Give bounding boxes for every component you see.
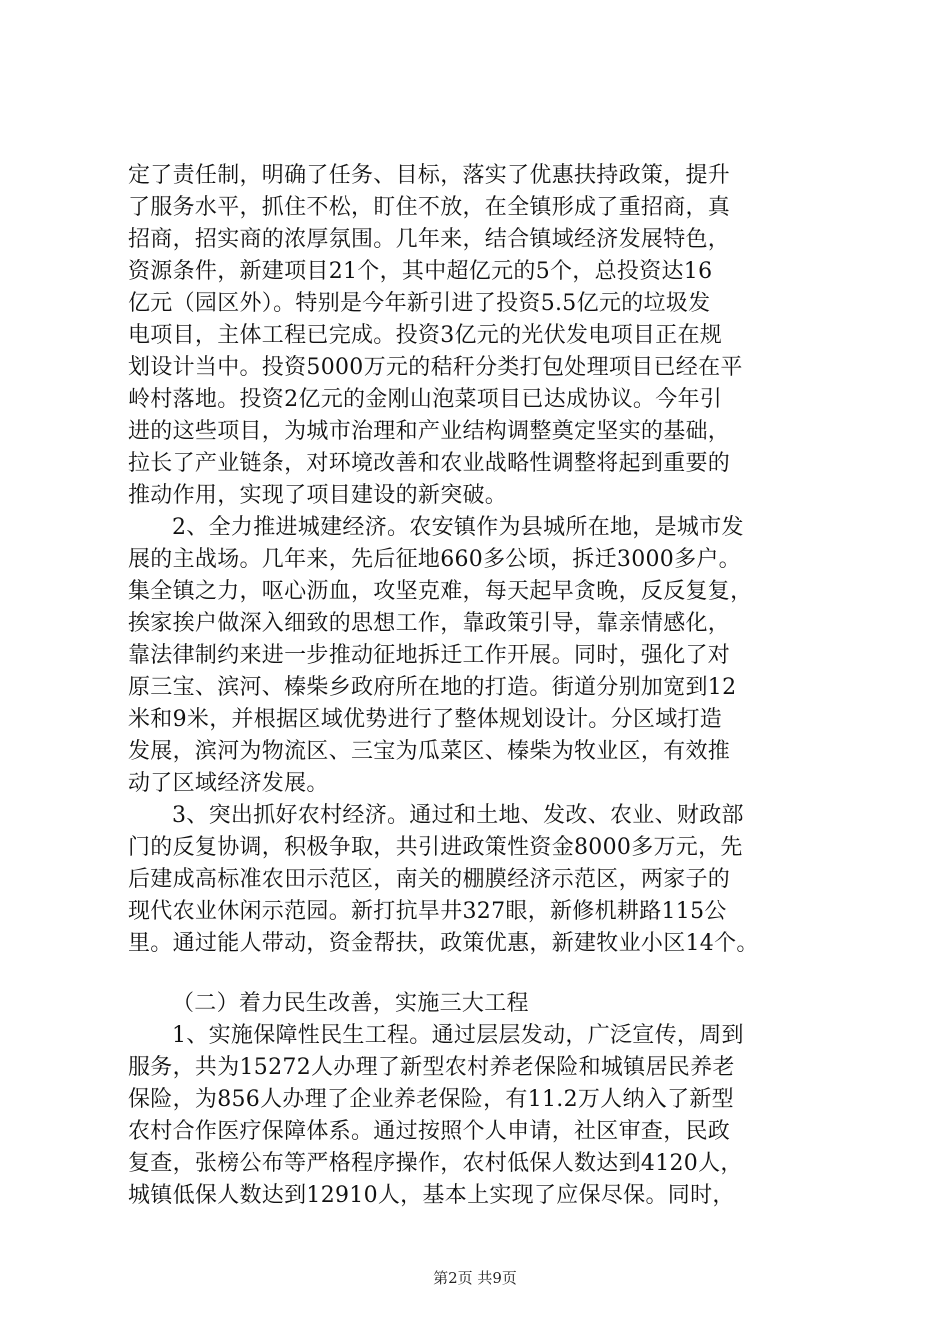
text-line: 集全镇之力，呕心沥血，攻坚克难，每天起早贪晚，反反复复， bbox=[128, 579, 753, 604]
text-line: 招商，招实商的浓厚氛围。几年来，结合镇域经济发展特色， bbox=[128, 227, 731, 252]
text-line: 现代农业休闲示范园。新打抗旱井327眼，新修机耕路115公 bbox=[128, 899, 727, 924]
paragraph-first-line: 2、全力推进城建经济。农安镇作为县城所在地，是城市发 bbox=[172, 515, 744, 540]
text-line: 门的反复协调，积极争取，共引进政策性资金8000多万元，先 bbox=[128, 835, 743, 860]
text-line: 进的这些项目，为城市治理和产业结构调整奠定坚实的基础， bbox=[128, 419, 731, 444]
text-line: 后建成高标准农田示范区，南关的棚膜经济示范区，两家子的 bbox=[128, 867, 731, 892]
text-line: 靠法律制约来进一步推动征地拆迁工作开展。同时，强化了对 bbox=[128, 643, 731, 668]
text-line: 农村合作医疗保障体系。通过按照个人申请，社区审查，民政 bbox=[128, 1119, 731, 1144]
text-line: 展的主战场。几年来，先后征地660多公顷，拆迁3000多户。 bbox=[128, 547, 741, 572]
text-line: 了服务水平，抓住不松，盯住不放，在全镇形成了重招商，真 bbox=[128, 195, 731, 220]
text-line: 推动作用，实现了项目建设的新突破。 bbox=[128, 483, 508, 508]
text-line: 发展，滨河为物流区、三宝为瓜菜区、榛柴为牧业区，有效推 bbox=[128, 739, 731, 764]
text-line: 复查，张榜公布等严格程序操作，农村低保人数达到4120人， bbox=[128, 1151, 743, 1176]
text-line: 定了责任制，明确了任务、目标，落实了优惠扶持政策，提升 bbox=[128, 163, 731, 188]
text-line: 里。通过能人带动，资金帮扶，政策优惠，新建牧业小区14个。 bbox=[128, 931, 759, 956]
text-line: 电项目，主体工程已完成。投资3亿元的光伏发电项目正在规 bbox=[128, 323, 723, 348]
text-line: 岭村落地。投资2亿元的金刚山泡菜项目已达成协议。今年引 bbox=[128, 387, 723, 412]
paragraph-gap bbox=[128, 960, 828, 988]
text-line: 原三宝、滨河、榛柴乡政府所在地的打造。街道分别加宽到12 bbox=[128, 675, 737, 700]
text-line: 服务，共为15272人办理了新型农村养老保险和城镇居民养老 bbox=[128, 1055, 735, 1080]
page-number-label: 第2页 共9页 bbox=[433, 1269, 517, 1287]
document-body bbox=[128, 160, 828, 1212]
text-line: 亿元（园区外）。特别是今年新引进了投资5.5亿元的垃圾发 bbox=[128, 291, 711, 316]
text-line: 保险，为856人办理了企业养老保险，有11.2万人纳入了新型 bbox=[128, 1087, 734, 1112]
text-line: 拉长了产业链条，对环境改善和农业战略性调整将起到重要的 bbox=[128, 451, 731, 476]
text-line: 划设计当中。投资5000万元的秸秆分类打包处理项目已经在平 bbox=[128, 355, 743, 380]
text-line: 米和9米，并根据区域优势进行了整体规划设计。分区域打造 bbox=[128, 707, 723, 732]
page-footer bbox=[0, 1268, 950, 1288]
text-line: 城镇低保人数达到12910人，基本上实现了应保尽保。同时， bbox=[128, 1183, 735, 1208]
text-line: 资源条件，新建项目21个，其中超亿元的5个，总投资达16 bbox=[128, 259, 713, 284]
text-line: 挨家挨户做深入细致的思想工作，靠政策引导，靠亲情感化， bbox=[128, 611, 731, 636]
text-line: 动了区域经济发展。 bbox=[128, 771, 329, 796]
section-heading: （二）着力民生改善，实施三大工程 bbox=[172, 991, 529, 1016]
paragraph-first-line: 1、实施保障性民生工程。通过层层发动，广泛宣传，周到 bbox=[172, 1023, 744, 1048]
paragraph-first-line: 3、突出抓好农村经济。通过和土地、发改、农业、财政部 bbox=[172, 803, 744, 828]
